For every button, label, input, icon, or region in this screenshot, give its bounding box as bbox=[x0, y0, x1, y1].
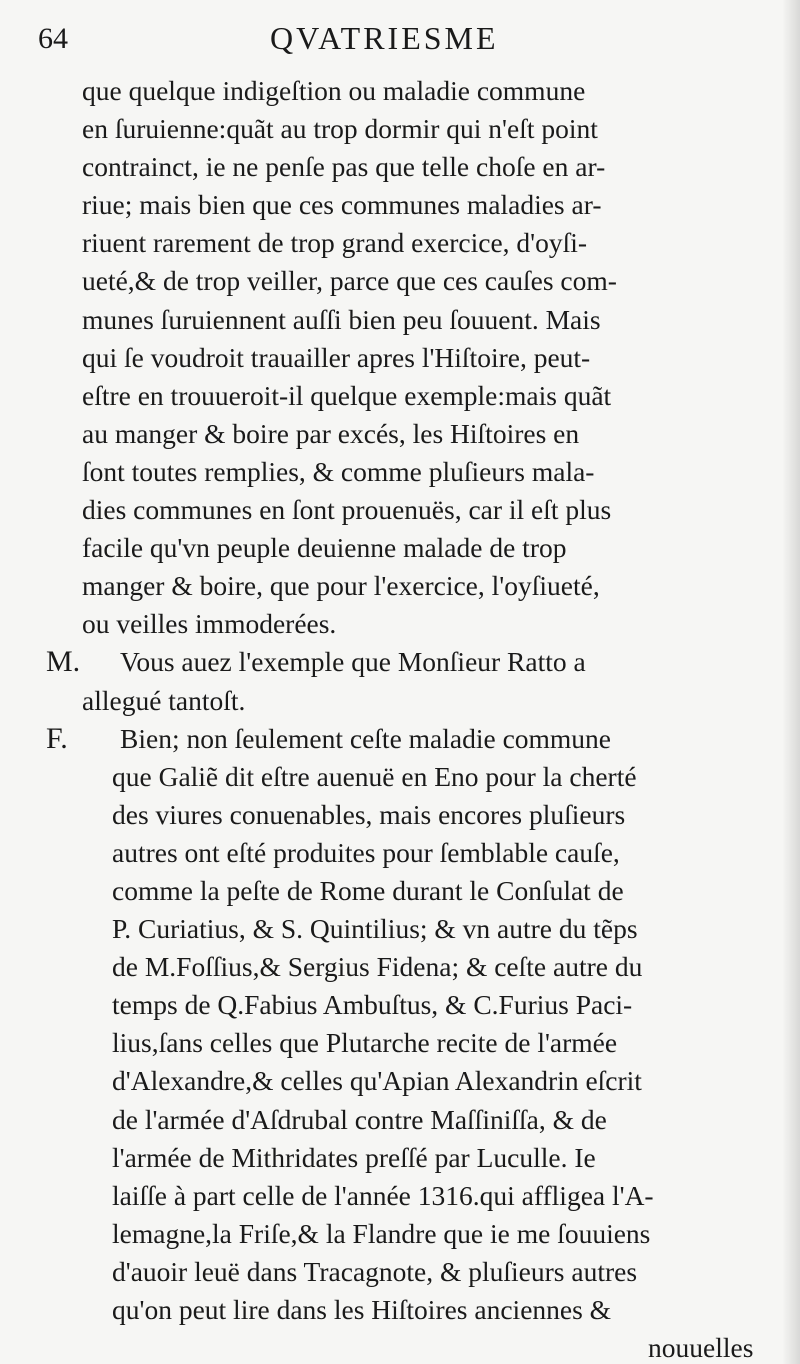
text-line: d'Alexandre,& celles qu'Apian Alexandrin eſcrit bbox=[112, 1065, 642, 1097]
text-line: facile qu'vn peuple deuienne malade de trop bbox=[82, 532, 567, 564]
text-line: riue; mais bien que ces communes maladies ar- bbox=[82, 189, 602, 221]
text-line: lemagne,la Friſe,& la Flandre que ie me ſouuiens bbox=[112, 1217, 651, 1249]
page-header bbox=[38, 18, 758, 68]
text-line: dies communes en ſont prouenuës, car il eſt plus bbox=[82, 494, 612, 526]
text-line: M. Vous auez l'exemple que Monſieur Ratto a bbox=[0, 643, 800, 681]
text-line: laiſſe à part celle de l'année 1316.qui affligea l'A- bbox=[112, 1179, 654, 1211]
page-number: 64 bbox=[38, 22, 68, 55]
text-line: l'armée de Mithridates preſſé par Luculle. Ie bbox=[112, 1141, 596, 1173]
text-line: riuent rarement de trop grand exercice, d'oyſi- bbox=[82, 227, 588, 259]
catchword: nouuelles bbox=[648, 1332, 754, 1364]
text-line: temps de Q.Fabius Ambuſtus, & C.Furius Paci- bbox=[112, 989, 633, 1021]
speaker-label: F. bbox=[46, 721, 68, 755]
text-line: que quelque indigeſtion ou maladie commune bbox=[82, 75, 586, 106]
text-line: munes ſuruiennent auſſi bien peu ſouuent. Mais bbox=[82, 303, 601, 335]
text-line: autres ont eſté produites pour ſemblable cauſe, bbox=[112, 836, 620, 868]
text-line: d'auoir leuë dans Tracagnote, & pluſieurs autres bbox=[112, 1255, 638, 1287]
text-line: en ſuruienne:quãt au trop dormir qui n'eſt point bbox=[82, 113, 598, 145]
text-line: de M.Foſſius,& Sergius Fidena; & ceſte autre du bbox=[112, 951, 643, 983]
text-line: F. Bien; non ſeulement ceſte maladie commune bbox=[0, 720, 800, 758]
text-line: P. Curiatius, & S. Quintilius; & vn autre du tẽps bbox=[112, 913, 638, 945]
text-line: comme la peſte de Rome durant le Conſulat de bbox=[112, 874, 624, 906]
text-line: qu'on peut lire dans les Hiſtoires anciennes & bbox=[112, 1294, 612, 1325]
running-title: QVATRIESME bbox=[270, 20, 499, 56]
body-text bbox=[0, 72, 800, 1364]
text-line: au manger & boire par excés, les Hiſtoires en bbox=[82, 417, 580, 449]
text-line: manger & boire, que pour l'exercice, l'oyſiueté, bbox=[82, 570, 600, 602]
text-line: contrainct, ie ne penſe pas que telle choſe en ar- bbox=[82, 151, 606, 183]
speaker-label: M. bbox=[46, 645, 81, 679]
text-line: de l'armée d'Aſdrubal contre Maſſiniſſa, & de bbox=[112, 1103, 607, 1135]
text-line: allegué tantoſt. bbox=[82, 684, 246, 716]
text-line: que Galiẽ dit eſtre auenuë en Eno pour la cherté bbox=[112, 760, 637, 792]
text-line: qui ſe voudroit trauailler apres l'Hiſtoire, peut- bbox=[82, 341, 591, 373]
text-line: eſtre en trouueroit-il quelque exemple:mais quãt bbox=[82, 379, 612, 411]
text-line: ou veilles immoderées. bbox=[82, 608, 337, 640]
text-line: des viures conuenables, mais encores pluſieurs bbox=[112, 798, 626, 830]
text-line: ueté,& de trop veiller, parce que ces cauſes com- bbox=[82, 265, 617, 297]
text-line: lius,ſans celles que Plutarche recite de l'armée bbox=[112, 1027, 618, 1059]
text-line: ſont toutes remplies, & comme pluſieurs mala- bbox=[82, 455, 595, 487]
